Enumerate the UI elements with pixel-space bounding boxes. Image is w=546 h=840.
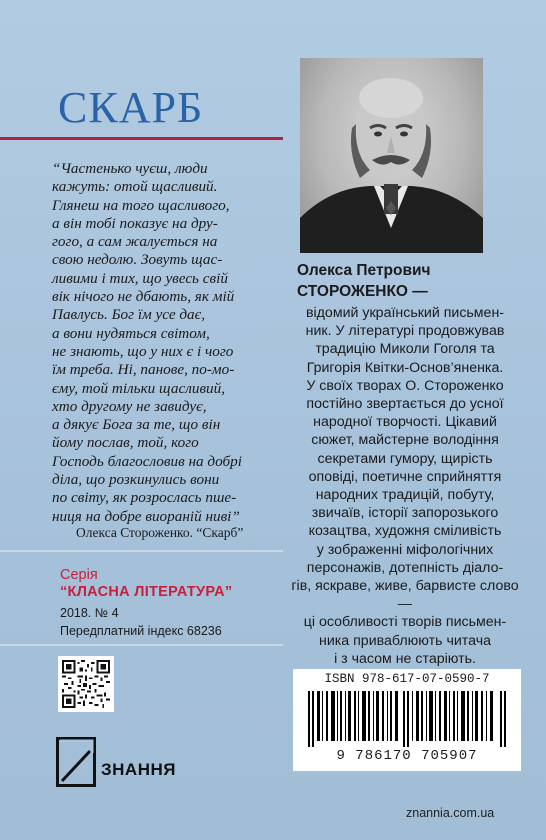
series-year-issue: 2018. № 4 <box>60 606 119 620</box>
separator-bottom <box>0 644 283 646</box>
subscription-index: Передплатний індекс 68236 <box>60 624 222 638</box>
author-biography: відомий український письмен- ник. У літературі продовжував традицію Миколи Гоголя та Григорія Квітки-Основ’яненка. У своїх творах О. Стороженко постійно звертається до усної народної творчості. Цікавий сюжет, майстерне володіння секретами гумору, щирість оповіді, поетичне сприйняття народних традицій, побуту, звичаїв, історії запорозького козацтва, художня сміливість у зображенні міфологічних персонажів, дотепність діало- гів, яскраве, живе, барвисте слово — ці особливості творів письмен- ника приваблюють читача і з часом не старіють. <box>291 305 519 667</box>
author-first-names: Олекса Петрович <box>297 262 431 279</box>
series-label: Серія <box>60 567 98 583</box>
author-portrait-image <box>300 58 483 253</box>
barcode-digits: 9 786170 705907 <box>336 748 478 764</box>
qr-code-icon[interactable] <box>58 656 114 712</box>
title-divider <box>0 137 283 140</box>
separator-top <box>0 550 283 552</box>
series-name: “КЛАСНА ЛІТЕРАТУРА” <box>60 584 233 600</box>
isbn-label: ISBN 978-617-07-0590-7 <box>324 672 490 686</box>
publisher-website[interactable]: znannia.com.ua <box>406 806 495 820</box>
book-title: СКАРБ <box>58 83 204 132</box>
isbn-block <box>293 669 521 771</box>
author-surname: СТОРОЖЕНКО — <box>297 283 428 300</box>
publisher-name: ЗНАННЯ <box>101 760 176 779</box>
barcode-image <box>304 691 510 747</box>
quote-source: Олекса Стороженко. “Скарб” <box>76 525 244 540</box>
publisher-logo-icon <box>56 737 96 787</box>
book-quote: “Частенько чуєш, люди кажуть: отой щасливий. Глянеш на того щасливого, а він тобі показує на дру- гого, а сам жалується на свою недолю. Зовуть щас- ливими і тих, що увесь свій вік нічого не дбають, як мій Павлусь. Бог їм усе дає, а вони нудяться світом, не знають, що у них є і чого їм треба. Ні, панове, по-мо- єму, той тільки щасливий, хто другому не завидує, а дякує Бога за те, що він йому послав, той, кого Господь благословив на добрі діла, що розкинулись вони по світу, як розрослась пше- ниця на добре виораній ниві” <box>52 160 242 525</box>
